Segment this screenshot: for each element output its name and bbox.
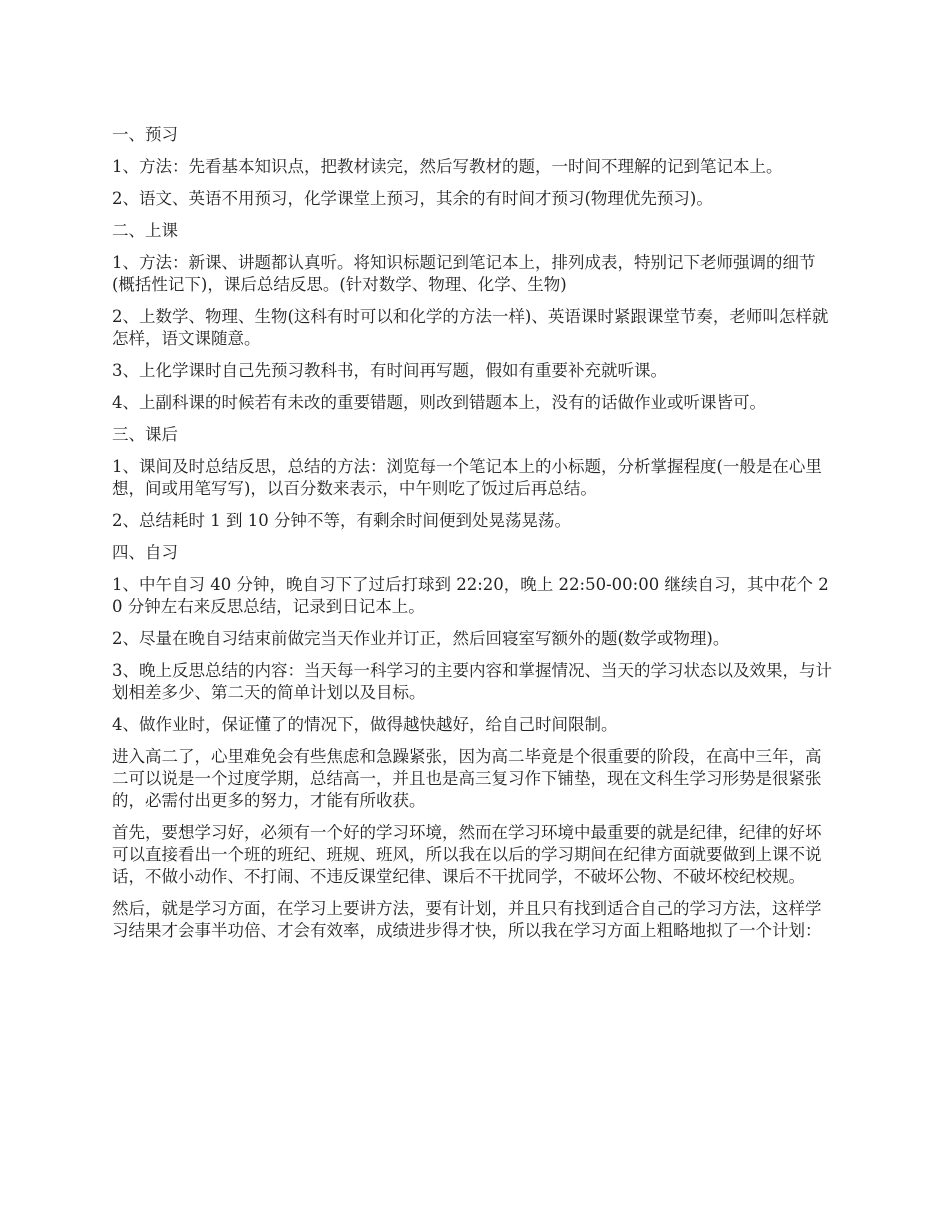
section-heading-class: 二、上课 [112, 221, 178, 240]
paragraph: 2、总结耗时 1 到 10 分钟不等，有剩余时间便到处晃荡晃荡。 [112, 511, 571, 530]
paragraph: 3、上化学课时自己先预习教科书，有时间再写题，假如有重要补充就听课。 [112, 361, 667, 380]
paragraph: 2、尽量在晚自习结束前做完当天作业并订正，然后回寝室写额外的题(数学或物理)。 [112, 629, 730, 648]
paragraph: 3、晚上反思总结的内容：当天每一科学习的主要内容和掌握情况、当天的学习状态以及效果，与计划相差多少、第二天的简单计划以及目标。 [112, 661, 832, 702]
paragraph: 1、中午自习 40 分钟，晚自习下了过后打球到 22:20，晚上 22:50-00:00 继续自习，其中花个 20 分钟左右来反思总结，记录到日记本上。 [112, 575, 829, 616]
paragraph: 2、上数学、物理、生物(这科有时可以和化学的方法一样)、英语课时紧跟课堂节奏，老师叫怎样就怎样，语文课随意。 [112, 307, 829, 348]
paragraph: 2、语文、英语不用预习，化学课堂上预习，其余的有时间才预习(物理优先预习)。 [112, 189, 713, 208]
paragraph: 4、上副科课的时候若有未改的重要错题，则改到错题本上，没有的话做作业或听课皆可。 [112, 393, 766, 412]
paragraph: 进入高二了，心里难免会有些焦虑和急躁紧张，因为高二毕竟是个很重要的阶段，在高中三年，高二可以说是一个过度学期，总结高一，并且也是高三复习作下铺垫，现在文科生学习形势是很紧张的，必需付出更多的努力，才能有所收获。 [112, 747, 822, 810]
paragraph: 1、方法：先看基本知识点，把教材读完，然后写教材的题，一时间不理解的记到笔记本上。 [112, 157, 783, 176]
paragraph: 首先，要想学习好，必须有一个好的学习环境，然而在学习环境中最重要的就是纪律，纪律的好坏可以直接看出一个班的班纪、班规、班风，所以我在以后的学习期间在纪律方面就要做到上课不说话，不做小动作、不打闹、不违反课堂纪律、课后不干扰同学，不破坏公物、不破坏校纪校规。 [112, 823, 822, 886]
document-body [112, 124, 832, 952]
paragraph: 4、做作业时，保证懂了的情况下，做得越快越好，给自己时间限制。 [112, 715, 618, 734]
section-heading-after-class: 三、课后 [112, 425, 178, 444]
section-heading-preview: 一、预习 [112, 125, 178, 144]
paragraph: 1、课间及时总结反思，总结的方法：浏览每一个笔记本上的小标题，分析掌握程度(一般是在心里想，间或用笔写写)，以百分数来表示，中午则吃了饭过后再总结。 [112, 457, 822, 498]
paragraph: 然后，就是学习方面，在学习上要讲方法，要有计划，并且只有找到适合自己的学习方法，这样学习结果才会事半功倍、才会有效率，成绩进步得才快，所以我在学习方面上粗略地拟了一个计划： [112, 899, 822, 940]
section-heading-self-study: 四、自习 [112, 543, 178, 562]
paragraph: 1、方法：新课、讲题都认真听。将知识标题记到笔记本上，排列成表，特别记下老师强调的细节(概括性记下)，课后总结反思。(针对数学、物理、化学、生物) [112, 253, 816, 294]
